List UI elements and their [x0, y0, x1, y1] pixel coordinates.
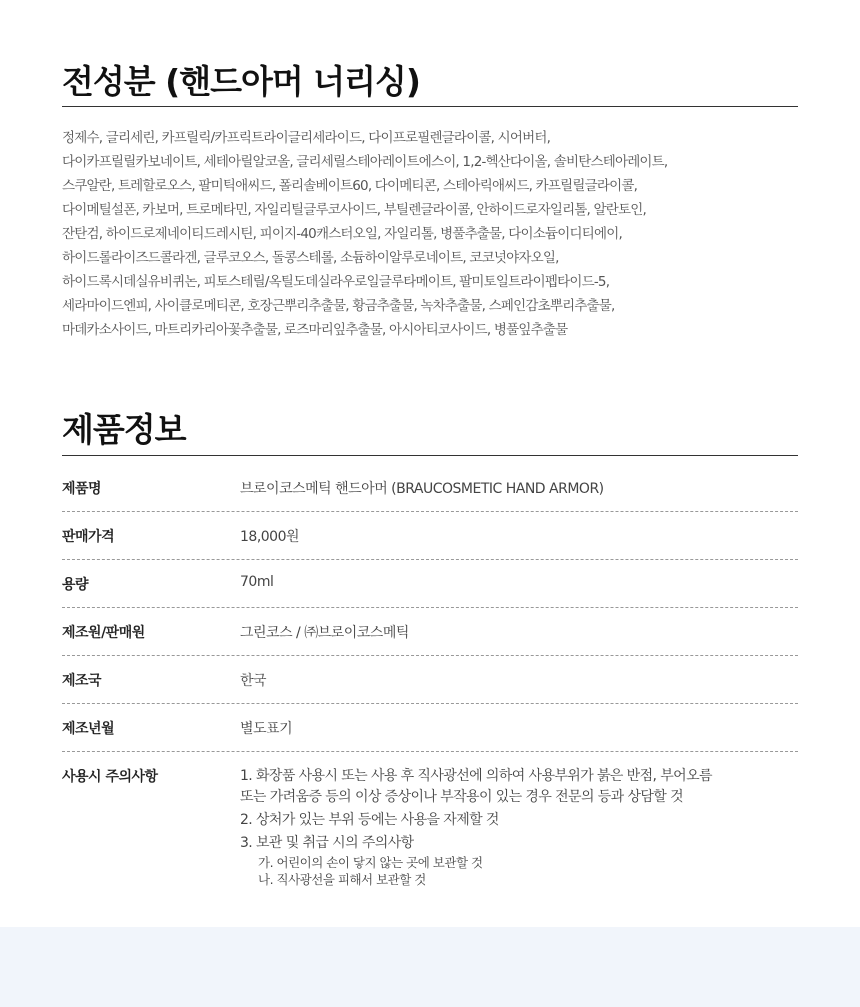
- ingredients-line: 하이드록시데실유비퀴논, 피토스테릴/옥틸도데실라우로일글루타메이트, 팔미토일트라이펩타이드-5,: [62, 274, 610, 290]
- ingredients-line: 잔탄검, 하이드로제네이티드레시틴, 피이지-40캐스터오일, 자일리톨, 병풀추출물, 다이소듐이디티에이,: [62, 226, 622, 242]
- ingredients-line: 하이드롤라이즈드콜라겐, 글루코오스, 돌콩스테롤, 소듐하이알루로네이트, 코코넛야자오일,: [62, 250, 559, 266]
- ingredients-line: 세라마이드엔피, 사이클로메티콘, 호장근뿌리추출물, 황금추출물, 녹차추출물, 스페인감초뿌리추출물,: [62, 298, 615, 314]
- info-label: 제조국: [62, 673, 102, 689]
- ingredients-title: 전성분 (핸드아머 너리싱): [62, 62, 420, 101]
- info-label: 제조원/판매원: [62, 625, 145, 641]
- info-label: 용량: [62, 577, 89, 593]
- info-value: 브로이코스메틱 핸드아머 (BRAUCOSMETIC HAND ARMOR): [240, 481, 604, 497]
- ingredients-line: 정제수, 글리세린, 카프릴릭/카프릭트라이글리세라이드, 다이프로필렌글라이콜, 시어버터,: [62, 130, 551, 146]
- ingredients-divider: [62, 106, 798, 107]
- caution-item: 1. 화장품 사용시 또는 사용 후 직사광선에 의하여 사용부위가 붉은 반점, 부어오름: [240, 768, 712, 784]
- ingredients-line: 스쿠알란, 트레할로오스, 팔미틱애씨드, 폴리솔베이트60, 다이메티콘, 스테아릭애씨드, 카프릴릴글라이콜,: [62, 178, 638, 194]
- ingredients-list: [62, 126, 798, 342]
- info-value: 70ml: [240, 574, 274, 590]
- info-row-price: [62, 512, 798, 560]
- info-row-cautions: [62, 752, 798, 902]
- info-row-product-name: [62, 464, 798, 512]
- info-value: 한국: [240, 673, 267, 689]
- footer-band: [0, 927, 860, 1007]
- info-row-volume: [62, 560, 798, 608]
- caution-item: 2. 상처가 있는 부위 등에는 사용을 자제할 것: [240, 812, 499, 828]
- info-value: 그린코스 / ㈜브로이코스메틱: [240, 625, 409, 641]
- product-info-title: 제품정보: [62, 410, 186, 449]
- caution-subitem: 나. 직사광선을 피해서 보관할 것: [258, 872, 426, 887]
- info-label: 제품명: [62, 481, 102, 497]
- caution-list: [240, 766, 800, 888]
- info-value: 18,000원: [240, 529, 300, 545]
- caution-item: 또는 가려움증 등의 이상 증상이나 부작용이 있는 경우 전문의 등과 상담할 것: [240, 789, 683, 805]
- info-row-manufacture-date: [62, 704, 798, 752]
- info-value: 별도표기: [240, 721, 293, 737]
- caution-item: 3. 보관 및 취급 시의 주의사항: [240, 835, 414, 851]
- info-label: 제조년월: [62, 721, 115, 737]
- info-row-manufacturer: [62, 608, 798, 656]
- info-label: 판매가격: [62, 529, 115, 545]
- ingredients-line: 마데카소사이드, 마트리카리아꽃추출물, 로즈마리잎추출물, 아시아티코사이드, 병풀잎추출물: [62, 322, 568, 338]
- caution-subitem: 가. 어린이의 손이 닿지 않는 곳에 보관할 것: [258, 855, 483, 870]
- product-info-table: [62, 464, 798, 902]
- info-row-country: [62, 656, 798, 704]
- ingredients-line: 다이카프릴릴카보네이트, 세테아릴알코올, 글리세릴스테아레이트에스이, 1,2-헥산다이올, 솔비탄스테아레이트,: [62, 154, 668, 170]
- ingredients-line: 다이메틸설폰, 카보머, 트로메타민, 자일리틸글루코사이드, 부틸렌글라이콜, 안하이드로자일리톨, 알란토인,: [62, 202, 646, 218]
- product-info-divider: [62, 455, 798, 456]
- info-label: 사용시 주의사항: [62, 769, 158, 785]
